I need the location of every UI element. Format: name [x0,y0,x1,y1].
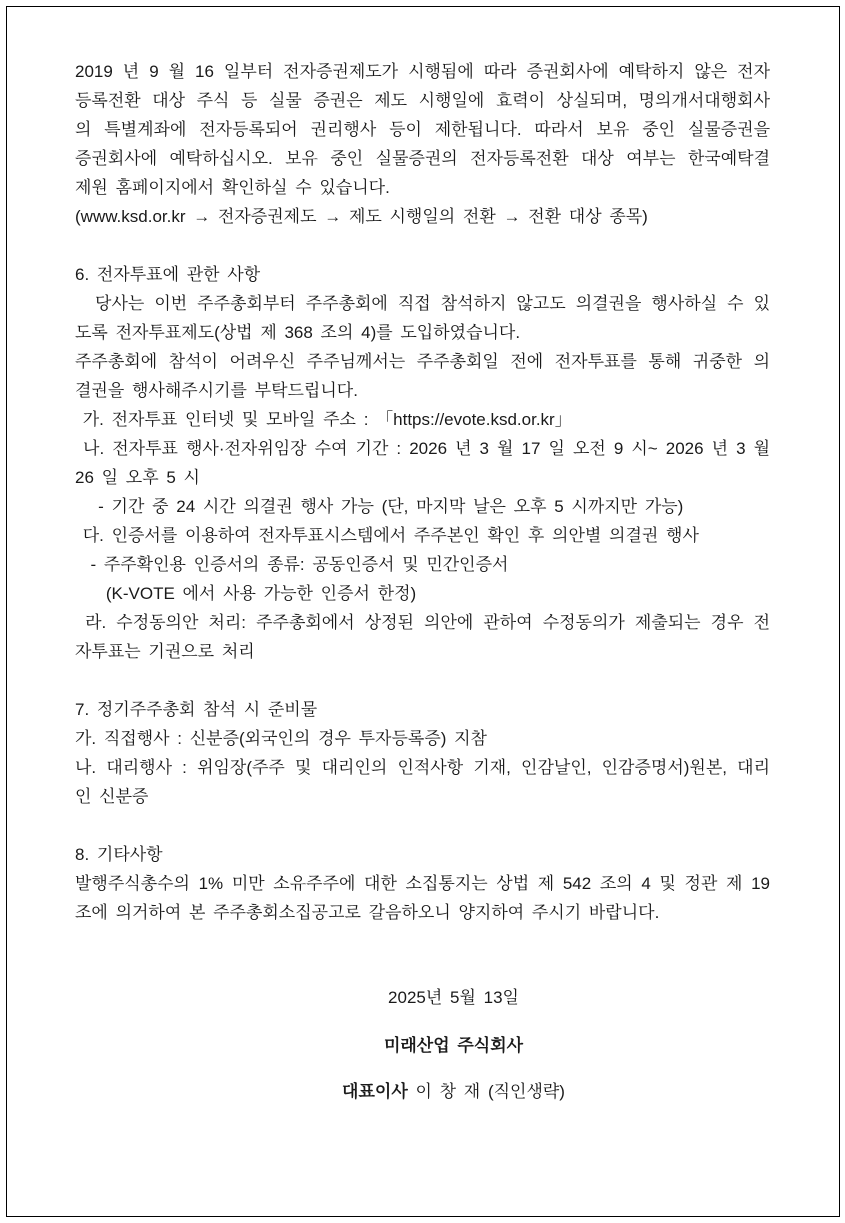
deposit-notice-paragraph [75,57,770,231]
ceo-line [137,1077,770,1106]
text-line: 라. 수정동의안 처리: 주주총회에서 상정된 의안에 관하여 수정동의가 제출되는 경우 전 [75,613,770,632]
section-7-heading: 7. 정기주주총회 참석 시 준비물 [75,700,318,719]
text-line: 주주총회에 참석이 어려우신 주주님께서는 주주총회일 전에 전자투표를 통해 귀중한 의 [75,352,770,371]
document-body [75,57,770,1106]
text-line: 증권회사에 예탁하십시오. 보유 중인 실물증권의 전자등록전환 대상 여부는 한국예탁결 [75,149,770,168]
text-line: - 주주확인용 인증서의 종류: 공동인증서 및 민간인증서 [75,555,509,574]
closing-date: 2025년 5월 13일 [388,988,519,1007]
text-line: 제원 홈페이지에서 확인하실 수 있습니다. [75,178,390,197]
text-line: 다. 인증서를 이용하여 전자투표시스템에서 주주본인 확인 후 의안별 의결권 행사 [75,526,699,545]
text-line: 나. 대리행사 : 위임장(주주 및 대리인의 인적사항 기재, 인감날인, 인감증명서)원본, 대리 [75,758,770,777]
section-7 [75,695,770,811]
closing-block [75,983,770,1106]
text-line: 조에 의거하여 본 주주총회소집공고로 갈음하오니 양지하여 주시기 바랍니다. [75,903,660,922]
text-line: 26 일 오후 5 시 [75,468,200,487]
text-line: 의 특별계좌에 전자등록되어 권리행사 등이 제한됩니다. 따라서 보유 중인 실물증권을 [75,120,770,139]
ceo-title: 대표이사 [342,1082,408,1101]
text-line: 나. 전자투표 행사·전자위임장 수여 기간 : 2026 년 3 월 17 일 오전 9 시~ 2026 년 3 월 [75,439,770,458]
text-line: - 기간 중 24 시간 의결권 행사 가능 (단, 마지막 날은 오후 5 시까지만 가능) [75,497,684,516]
text-line: (K-VOTE 에서 사용 가능한 인증서 한정) [75,584,417,603]
ceo-name: 이 창 재 [415,1082,481,1101]
company-name: 미래산업 주식회사 [383,1036,524,1055]
text-line: 등록전환 대상 주식 등 실물 증권은 제도 시행일에 효력이 상실되며, 명의개서대행회사 [75,91,770,110]
text-line: 가. 직접행사 : 신분증(외국인의 경우 투자등록증) 지참 [75,729,487,748]
ksd-url-line: (www.ksd.or.kr → 전자증권제도 → 제도 시행일의 전환 → 전환 대상 종목) [75,207,648,226]
text-line: 2019 년 9 월 16 일부터 전자증권제도가 시행됨에 따라 증권회사에 예탁하지 않은 전자 [75,62,770,81]
section-8-heading: 8. 기타사항 [75,845,163,864]
text-line: 도록 전자투표제도(상법 제 368 조의 4)를 도입하였습니다. [75,323,521,342]
evote-url-line: 가. 전자투표 인터넷 및 모바일 주소 : 「https://evote.ksd.or.kr」 [75,410,572,429]
text-line: 발행주식총수의 1% 미만 소유주주에 대한 소집통지는 상법 제 542 조의 4 및 정관 제 19 [75,874,770,893]
text-line: 인 신분증 [75,787,149,806]
text-line: 당사는 이번 주주총회부터 주주총회에 직접 참석하지 않고도 의결권을 행사하실 수 있 [75,294,770,313]
text-line: 자투표는 기권으로 처리 [75,642,255,661]
section-6 [75,260,770,666]
section-8 [75,840,770,927]
text-line: 결권을 행사해주시기를 부탁드립니다. [75,381,358,400]
section-6-heading: 6. 전자투표에 관한 사항 [75,265,261,284]
seal-note: (직인생략) [487,1082,565,1101]
